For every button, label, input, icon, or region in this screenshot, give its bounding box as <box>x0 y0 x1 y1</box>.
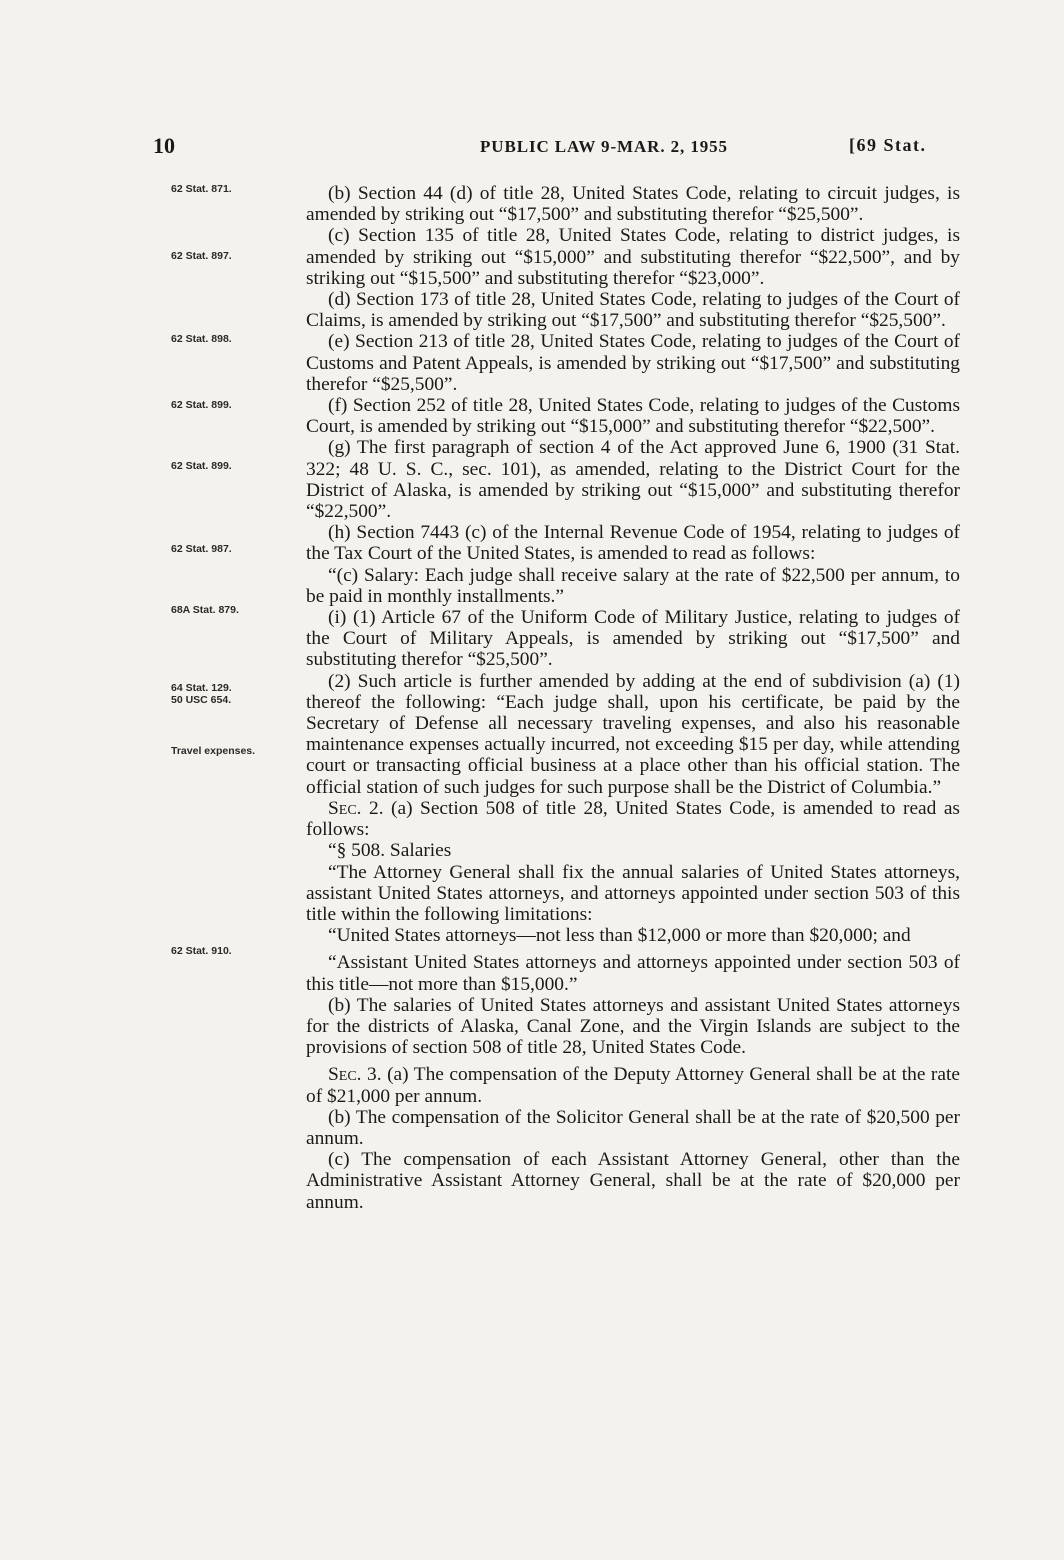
margin-note-62-stat-899-a: 62 Stat. 899. <box>171 399 232 411</box>
paragraph-c: (c) Section 135 of title 28, United States Code, relating to district judges, is amended by striking out “$15,000” and substituting therefor “$22,500”, and by striking out “$15,500” and substituting therefor “$23,000”. <box>306 225 960 289</box>
salaries-heading: “§ 508. Salaries <box>328 840 452 862</box>
margin-note-64-stat-129: 64 Stat. 129. <box>171 682 232 694</box>
section-2-a <box>306 798 960 840</box>
paragraph-h-quote: “(c) Salary: Each judge shall receive salary at the rate of $22,500 per annum, to be paid in monthly installments.” <box>306 564 960 607</box>
paragraph-f: (f) Section 252 of title 28, United States Code, relating to judges of the Customs Court, is amended by striking out “$15,000” and substituting therefor “$22,500”. <box>306 395 960 438</box>
margin-note-62-stat-910: 62 Stat. 910. <box>171 945 232 957</box>
margin-note-68a-stat-879: 68A Stat. 879. <box>171 604 239 616</box>
paragraph-i-1: (i) (1) Article 67 of the Uniform Code of Military Justice, relating to judges of the Court of Military Appeals, is amended by striking out “$17,500” and substituting therefor “$25,500”. <box>306 607 960 671</box>
statute-body <box>306 183 960 1213</box>
section-3-a <box>306 1064 960 1106</box>
paragraph-d: (d) Section 173 of title 28, United States Code, relating to judges of the Court of Claims, is amended by striking out “$17,500” and substituting therefor “$25,500”. <box>306 289 960 332</box>
margin-note-62-stat-897: 62 Stat. 897. <box>171 250 232 262</box>
page-number: 10 <box>153 133 175 158</box>
margin-note-62-stat-899-b: 62 Stat. 899. <box>171 460 232 472</box>
section-2-b: (b) The salaries of United States attorneys and assistant United States attorneys for the districts of Alaska, Canal Zone, and the Virgin Islands are subject to the provisions of section 508 of title 28, United States Code. <box>306 994 960 1059</box>
margin-note-62-stat-871: 62 Stat. 871. <box>171 183 232 195</box>
running-title: PUBLIC LAW 9-MAR. 2, 1955 <box>480 137 728 156</box>
attorney-general-paragraph: “The Attorney General shall fix the annual salaries of United States attorneys, assistant United States attorneys, and attorneys appointed under section 503 of this title within the following limitations: <box>306 861 960 925</box>
margin-note-travel-expenses: Travel expenses. <box>171 745 256 757</box>
section-3-a-text: (a) The compensation of the Deputy Attorney General shall be at the rate of $21,000 per annum. <box>306 1064 960 1107</box>
paragraph-h: (h) Section 7443 (c) of the Internal Revenue Code of 1954, relating to judges of the Tax Court of the United States, is amended to read as follows: <box>306 522 960 565</box>
paragraph-i-2: (2) Such article is further amended by adding at the end of subdivision (a) (1) thereof the following: “Each judge shall, upon his certificate, be paid by the Secretary of Defense all necessary traveling expenses, and also his reasonable maintenance expenses actually incurred, not exceeding $15 per day, while attending court or transacting official business at a place other than his official station. The official station of such judges for such purpose shall be the District of Columbia.” <box>306 670 960 798</box>
section-3-c: (c) The compensation of each Assistant Attorney General, other than the Administrative Assistant Attorney General, shall be at the rate of $20,000 per annum. <box>306 1149 960 1213</box>
margin-note-50-usc-654: 50 USC 654. <box>171 694 232 706</box>
section-3-b: (b) The compensation of the Solicitor General shall be at the rate of $20,500 per annum. <box>306 1106 960 1149</box>
paragraph-e: (e) Section 213 of title 28, United States Code, relating to judges of the Court of Customs and Patent Appeals, is amended by striking out “$17,500” and substituting therefor “$25,500”. <box>306 331 960 395</box>
volume-reference: [69 Stat. <box>849 135 927 155</box>
section-3-label: Sec. 3. <box>328 1064 382 1086</box>
section-2-label: Sec. 2. <box>328 797 384 819</box>
paragraph-g: (g) The first paragraph of section 4 of the Act approved June 6, 1900 (31 Stat. 322; 48 U. S. C., sec. 101), as amended, relating to the District Court for the District of Alaska, is amended by striking out “$15,000” and substituting therefor “$22,500”. <box>306 437 960 523</box>
paragraph-b: (b) Section 44 (d) of title 28, United States Code, relating to circuit judges, is amended by striking out “$17,500” and substituting therefor “$25,500”. <box>306 183 960 226</box>
section-2-a-text: (a) Section 508 of title 28, United States Code, is amended to read as follows: <box>306 797 960 841</box>
us-attorneys-paragraph: “United States attorneys—not less than $12,000 or more than $20,000; and <box>328 925 911 947</box>
assistant-us-attorneys-paragraph: “Assistant United States attorneys and attorneys appointed under section 503 of this title—not more than $15,000.” <box>306 952 960 995</box>
margin-note-62-stat-987: 62 Stat. 987. <box>171 543 232 555</box>
margin-note-62-stat-898: 62 Stat. 898. <box>171 333 232 345</box>
